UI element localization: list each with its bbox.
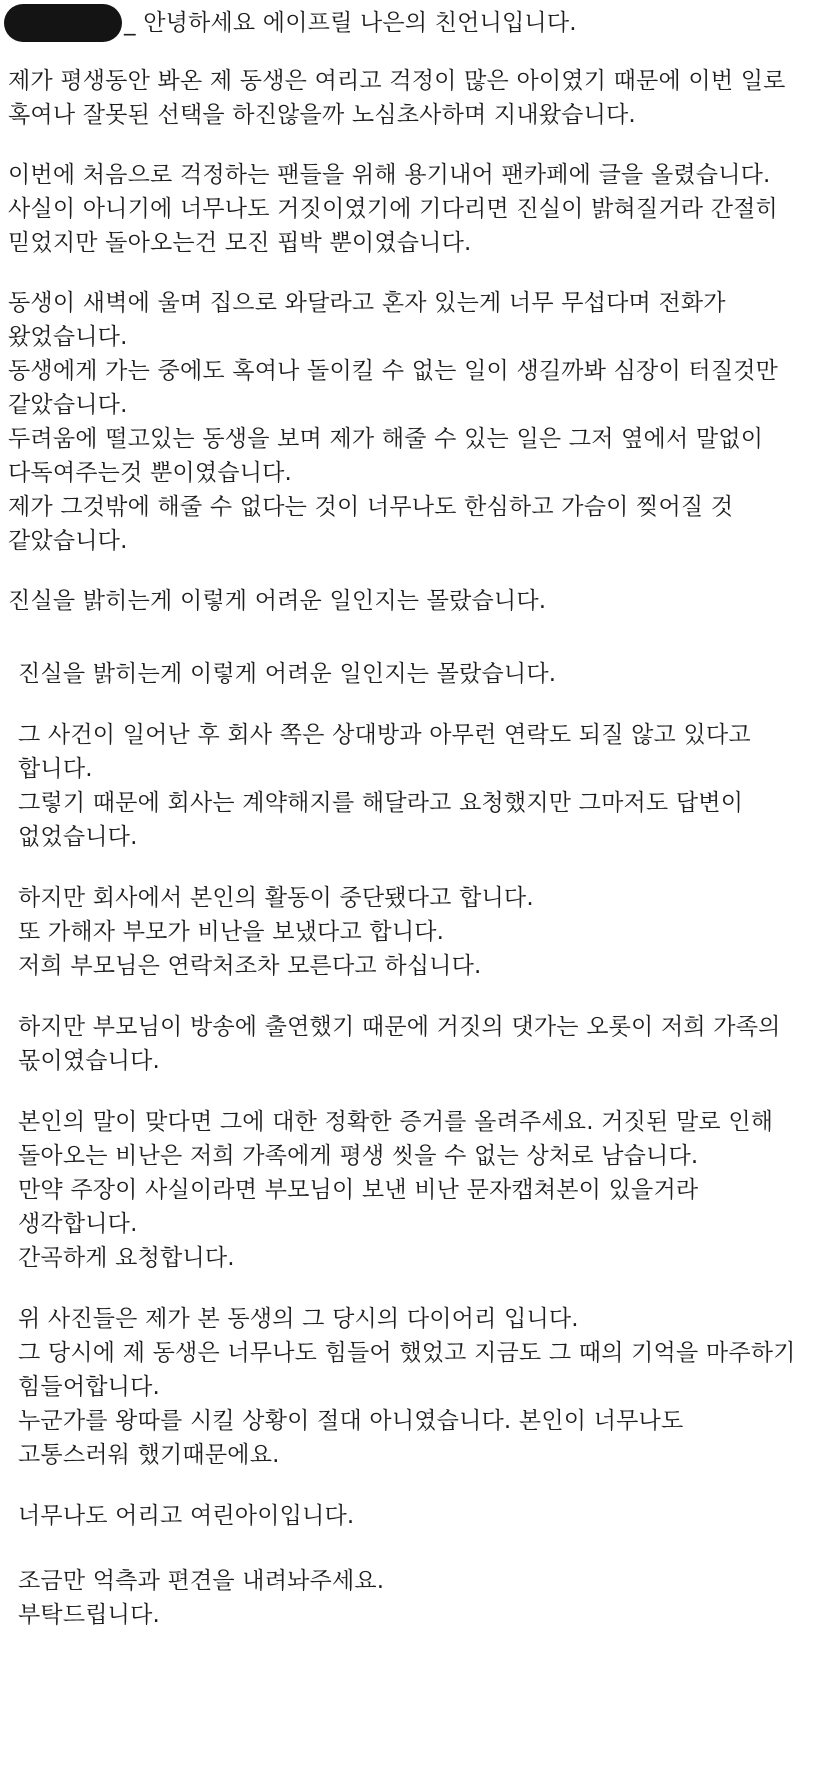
text-line: 부탁드립니다. <box>18 1602 161 1628</box>
text-line: 돌아오는 비난은 저희 가족에게 평생 씻을 수 없는 상처로 남습니다. <box>18 1143 699 1169</box>
text-line: 만약 주장이 사실이라면 부모님이 보낸 비난 문자캡쳐본이 있을거라 <box>18 1177 699 1203</box>
text-line: 본인의 말이 맞다면 그에 대한 정확한 증거를 올려주세요. 거짓된 말로 인해 <box>18 1109 774 1135</box>
text-line: 사실이 아니기에 너무나도 거짓이였기에 기다리면 진실이 밝혀질거라 간절히 <box>8 196 778 222</box>
greeting-line: _ 안녕하세요 에이프릴 나은의 친언니입니다. <box>124 10 577 36</box>
text-line: 또 가해자 부모가 비난을 보냈다고 합니다. <box>18 919 445 945</box>
text-line: 간곡하게 요청합니다. <box>18 1245 235 1271</box>
text-line: 동생에게 가는 중에도 혹여나 돌이킬 수 없는 일이 생길까봐 심장이 터질것만 <box>8 358 779 384</box>
text-line: 같았습니다. <box>8 392 128 418</box>
text-line: 누군가를 왕따를 시킬 상황이 절대 아니였습니다. 본인이 너무나도 <box>18 1408 684 1434</box>
text-line: 하지만 부모님이 방송에 출연했기 때문에 거짓의 댓가는 오롯이 저희 가족의 <box>18 1014 781 1040</box>
text-line: 이번에 처음으로 걱정하는 팬들을 위해 용기내어 팬카페에 글을 올렸습니다. <box>8 162 771 188</box>
text-line: 생각합니다. <box>18 1211 138 1237</box>
text-line: 진실을 밝히는게 이렇게 어려운 일인지는 몰랐습니다. <box>18 661 557 687</box>
text-line: 진실을 밝히는게 이렇게 어려운 일인지는 몰랐습니다. <box>8 588 547 614</box>
text-line: 고통스러워 했기때문에요. <box>18 1442 280 1468</box>
text-line: 그렇기 때문에 회사는 계약해지를 해달라고 요청했지만 그마저도 답변이 <box>18 790 744 816</box>
text-line: 합니다. <box>18 756 93 782</box>
text-line: 너무나도 어리고 여린아이입니다. <box>18 1503 355 1529</box>
text-line: 저희 부모님은 연락처조차 모른다고 하십니다. <box>18 953 482 979</box>
text-line: 왔었습니다. <box>8 324 128 350</box>
text-line: 그 당시에 제 동생은 너무나도 힘들어 했었고 지금도 그 때의 기억을 마주하기 <box>18 1340 796 1366</box>
text-line: 동생이 새벽에 울며 집으로 와달라고 혼자 있는게 너무 무섭다며 전화가 <box>8 290 726 316</box>
text-line: 위 사진들은 제가 본 동생의 그 당시의 다이어리 입니다. <box>18 1306 579 1332</box>
text-line: 몫이였습니다. <box>18 1048 161 1074</box>
text-line: 제가 그것밖에 해줄 수 없다는 것이 너무나도 한심하고 가슴이 찢어질 것 <box>8 494 734 520</box>
text-line: 제가 평생동안 봐온 제 동생은 여리고 걱정이 많은 아이였기 때문에 이번 일로 <box>8 68 786 94</box>
text-line: 그 사건이 일어난 후 회사 쪽은 상대방과 아무런 연락도 되질 않고 있다고 <box>18 722 751 748</box>
text-line: 다독여주는것 뿐이였습니다. <box>8 460 293 486</box>
text-line: 같았습니다. <box>8 528 128 554</box>
text-line: 없었습니다. <box>18 824 138 850</box>
redacted-name-mark <box>4 4 122 42</box>
text-line: 혹여나 잘못된 선택을 하진않을까 노심초사하며 지내왔습니다. <box>8 102 636 128</box>
text-line: 조금만 억측과 편견을 내려놔주세요. <box>18 1568 385 1594</box>
text-line: 믿었지만 돌아오는건 모진 핍박 뿐이였습니다. <box>8 230 472 256</box>
text-line: 두려움에 떨고있는 동생을 보며 제가 해줄 수 있는 일은 그저 옆에서 말없이 <box>8 426 764 452</box>
text-line: 하지만 회사에서 본인의 활동이 중단됐다고 합니다. <box>18 885 534 911</box>
text-line: 힘들어합니다. <box>18 1374 161 1400</box>
